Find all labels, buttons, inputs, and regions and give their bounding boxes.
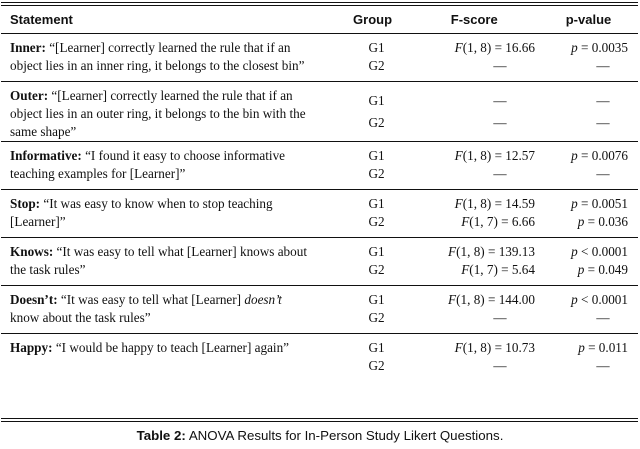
statement-emphasis: doesn’t [244, 292, 282, 307]
statement-label: Informative: [10, 148, 82, 163]
fscore-cell: — [493, 58, 507, 73]
group-cell: G2 [368, 166, 385, 181]
statement-text: “[Learner] correctly learned the rule that if an [49, 40, 291, 55]
pvalue-cell: — [539, 82, 638, 114]
group-cell: G2 [368, 58, 385, 73]
group-cell: G1 [336, 142, 410, 166]
fscore-cell: F(1, 7) = 5.64 [461, 262, 535, 277]
group-cell: G1 [336, 82, 410, 114]
fscore-cell: F(1, 8) = 14.59 [410, 190, 539, 214]
header-statement: Statement [10, 12, 73, 27]
statement-cell [1, 190, 336, 238]
statement-label: Knows: [10, 244, 54, 259]
statement-text: [Learner]” [10, 214, 66, 229]
statement-label: Happy: [10, 340, 53, 355]
statement-cell [1, 238, 336, 286]
table-row [1, 142, 638, 166]
fscore-cell: — [493, 310, 507, 325]
header-fscore: F-score [450, 12, 498, 27]
statement-text: “I found it easy to choose informative [85, 148, 286, 163]
fscore-cell: — [493, 358, 507, 373]
statement-text: the task rules” [10, 262, 86, 277]
header-group: Group [353, 12, 393, 27]
fscore-cell: F(1, 8) = 144.00 [410, 286, 539, 310]
fscore-cell: F(1, 8) = 12.57 [410, 142, 539, 166]
pvalue-cell: — [596, 310, 610, 325]
statement-cell [1, 334, 336, 382]
statement-text: “[Learner] correctly learned the rule that if an [51, 88, 293, 103]
statement-label: Outer: [10, 88, 49, 103]
pvalue-cell: — [596, 114, 610, 130]
group-cell: G2 [368, 114, 385, 130]
table-caption [0, 428, 640, 443]
fscore-cell: — [493, 114, 507, 130]
statement-label: Stop: [10, 196, 41, 211]
table-top-rule-1 [1, 2, 638, 3]
fscore-cell: — [410, 82, 539, 114]
statement-text: “It was easy to tell what [Learner] knows about [56, 244, 308, 259]
statement-cell [1, 142, 336, 190]
fscore-cell: F(1, 8) = 16.66 [410, 34, 539, 58]
statement-cell [1, 34, 336, 82]
table-bottom-rule-2 [1, 421, 638, 422]
group-cell: G1 [336, 34, 410, 58]
statement-text: object lies in an inner ring, it belongs to the closest bin” [10, 58, 305, 73]
caption-label: Table 2: [136, 428, 186, 443]
fscore-cell: F(1, 8) = 139.13 [410, 238, 539, 262]
group-cell: G2 [368, 214, 385, 229]
statement-text: same shape” [10, 124, 77, 139]
statement-text: “I would be happy to teach [Learner] again” [55, 340, 290, 355]
caption-text: ANOVA Results for In-Person Study Likert Questions. [188, 428, 504, 443]
group-cell: G1 [336, 334, 410, 358]
fscore-cell: — [493, 166, 507, 181]
header-pvalue: p-value [565, 12, 612, 27]
pvalue-cell: p = 0.049 [577, 262, 628, 277]
fscore-cell: F(1, 7) = 6.66 [461, 214, 535, 229]
statement-cell [1, 286, 336, 334]
pvalue-cell: p = 0.0051 [539, 190, 638, 214]
table-row [1, 190, 638, 214]
fscore-cell: F(1, 8) = 10.73 [410, 334, 539, 358]
pvalue-cell: p = 0.036 [577, 214, 628, 229]
pvalue-cell: p < 0.0001 [539, 238, 638, 262]
statement-text: “It was easy to know when to stop teaching [43, 196, 273, 211]
pvalue-cell: p = 0.011 [539, 334, 638, 358]
statement-text: teaching examples for [Learner]” [10, 166, 186, 181]
pvalue-cell: — [596, 358, 610, 373]
statement-label: Doesn’t: [10, 292, 58, 307]
group-cell: G1 [336, 190, 410, 214]
pvalue-cell: p = 0.0076 [539, 142, 638, 166]
pvalue-cell: — [596, 166, 610, 181]
anova-table [1, 6, 638, 381]
pvalue-cell: p < 0.0001 [539, 286, 638, 310]
statement-text: object lies in an outer ring, it belongs to the bin with the [10, 106, 306, 121]
statement-text: “It was easy to tell what [Learner] [60, 292, 245, 307]
table-row [1, 238, 638, 262]
table-row [1, 82, 638, 114]
table-row [1, 334, 638, 358]
table-top-rule-2 [1, 5, 638, 6]
group-cell: G1 [336, 238, 410, 262]
group-cell: G2 [368, 262, 385, 277]
table-row [1, 34, 638, 58]
statement-text: know about the task rules” [10, 310, 151, 325]
statement-label: Inner: [10, 40, 46, 55]
group-cell: G2 [368, 310, 385, 325]
table-row [1, 286, 638, 310]
pvalue-cell: p = 0.0035 [539, 34, 638, 58]
group-cell: G2 [368, 358, 385, 373]
statement-cell [1, 82, 336, 142]
group-cell: G1 [336, 286, 410, 310]
pvalue-cell: — [596, 58, 610, 73]
table-bottom-rule-1 [1, 418, 638, 419]
